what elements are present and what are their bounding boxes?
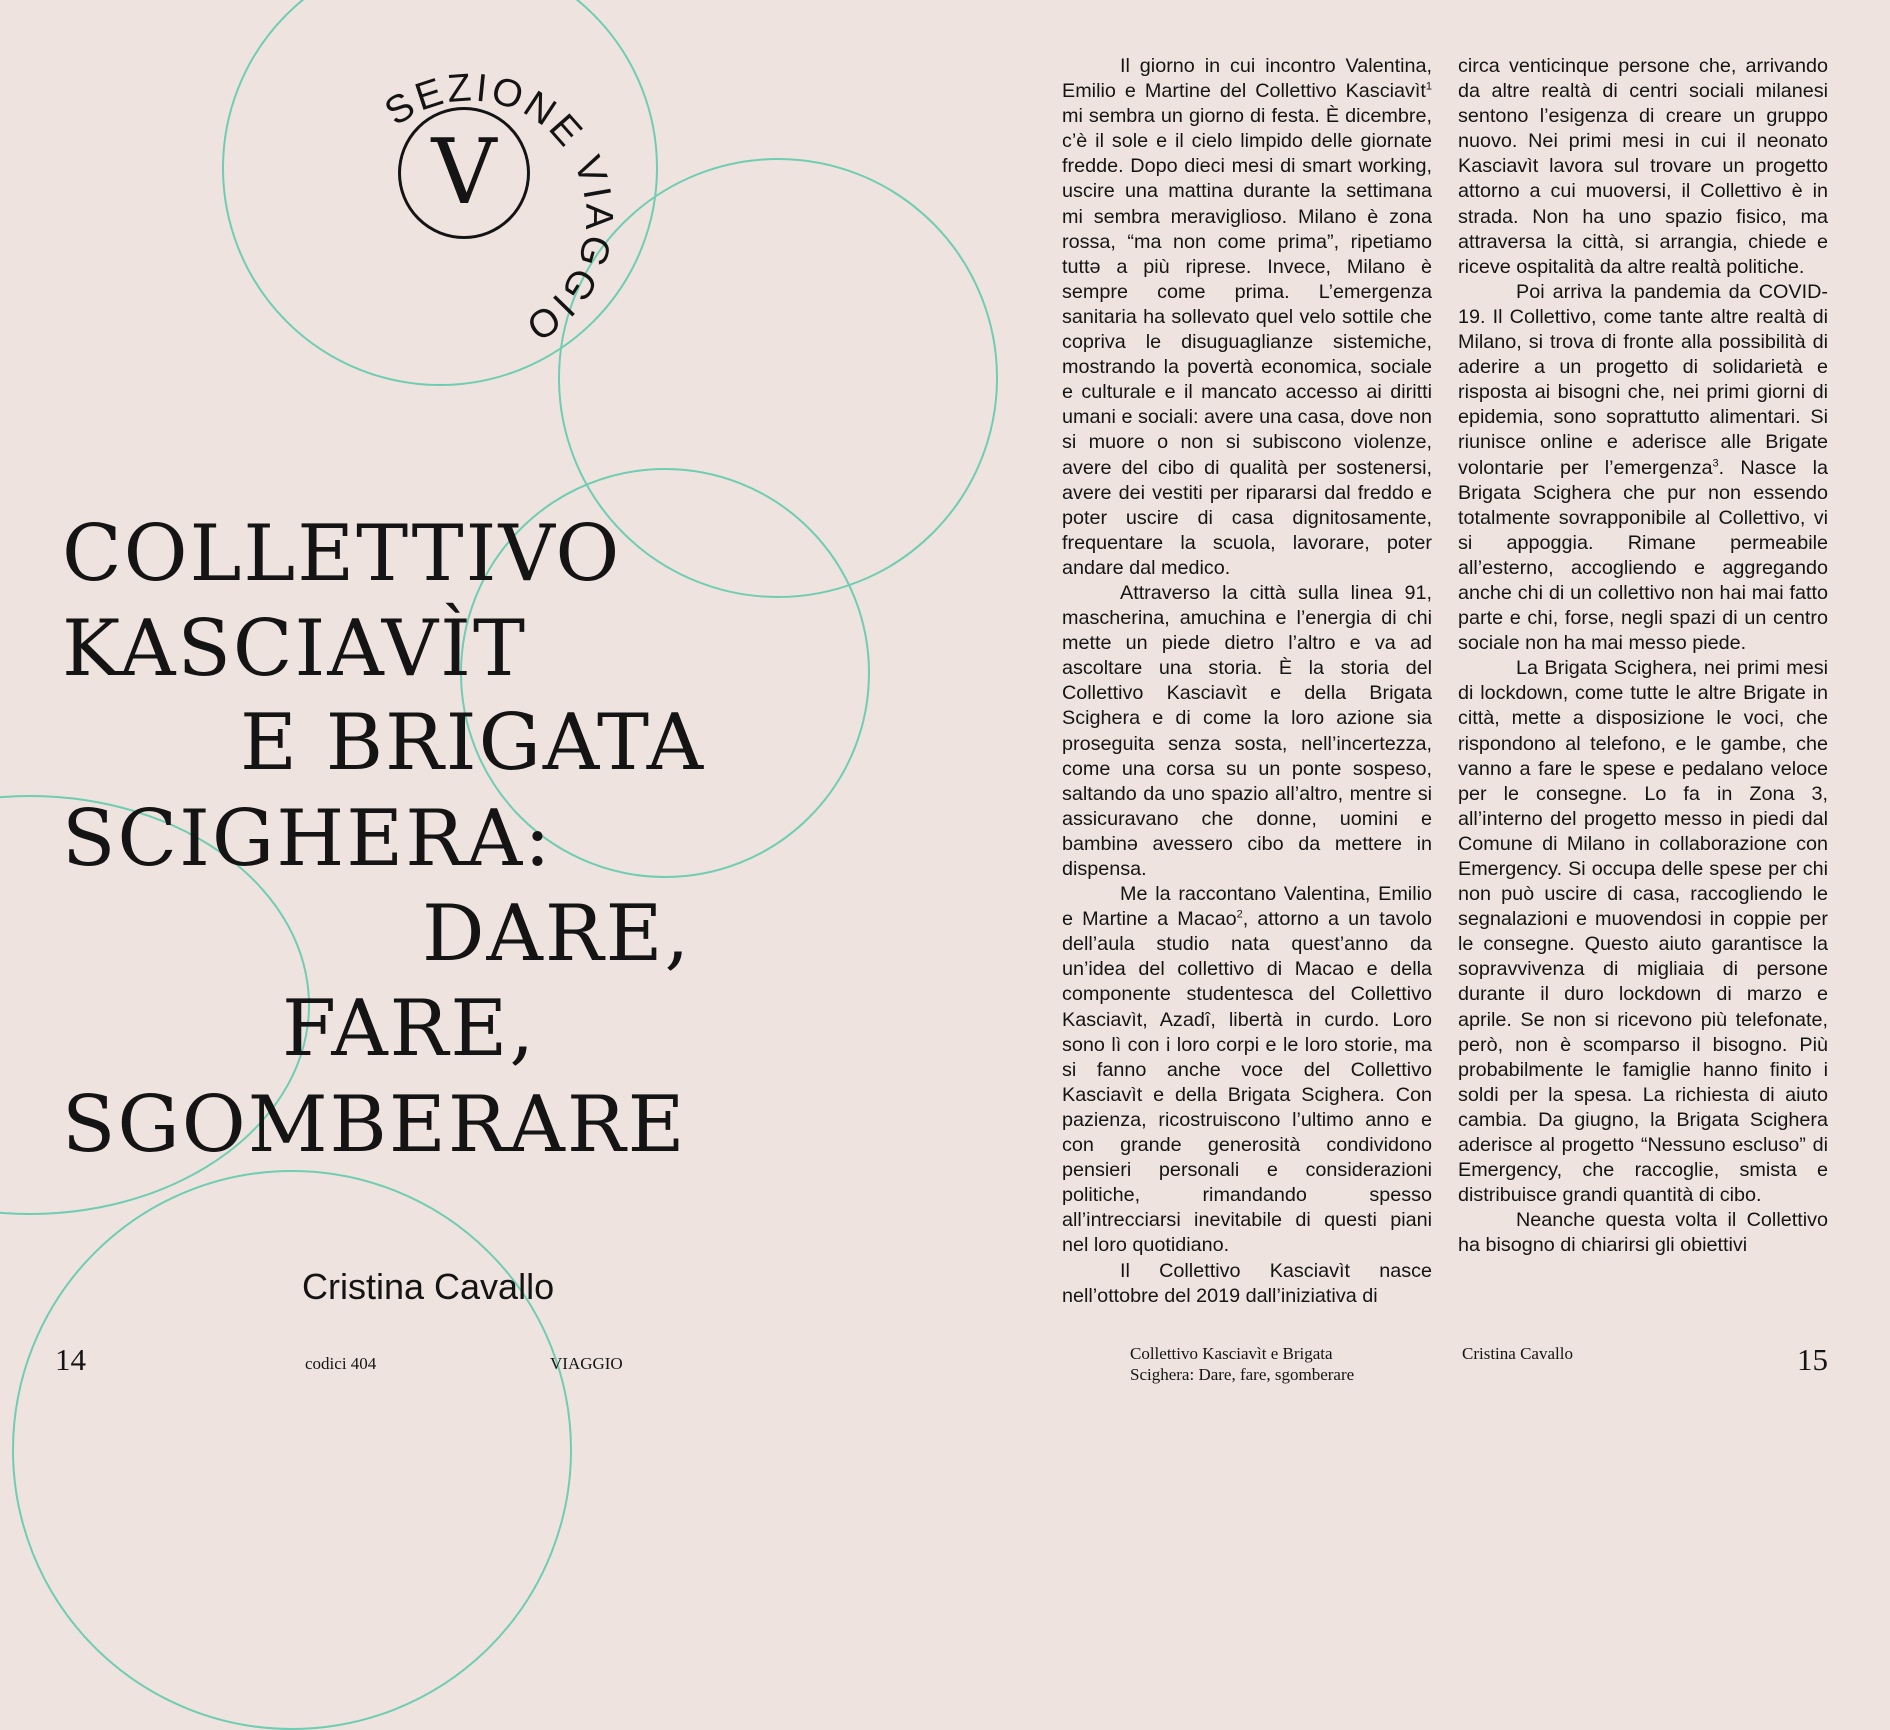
paragraph: Neanche questa volta il Collettivo ha bisogno di chiarirsi gli obiettivi (1458, 1209, 1828, 1257)
paragraph: Poi arriva la pandemia da COVID-19. Il Collettivo, come tante altre realtà di Milano, si trova di fronte alla possibilità di aderire a un progetto di solidarietà e risposta ai bisogni che, nei primi giorni di epidemia, sono soprattutto alimentari. Si riunisce online e aderisce alle Brigate volontarie per l’emergenza$^3$. Nasce la Brigata Scighera che pur non essendo totalmente sovrapponibile al Collettivo, vi si appoggia. Rimane permeabile all’esterno, accogliendo e aggregando anche chi di un collettivo non hai mai fatto parte e chi, forse, negli spazi di un centro sociale non ha mai messo piede. (1458, 280, 1828, 655)
running-author: Cristina Cavallo (1462, 1344, 1573, 1363)
title-line-7: SGOMBERARE (62, 1080, 687, 1170)
svg-text:SEZIONE VIAGGIO (377, 66, 620, 350)
footnote-ref-2: 2 (1236, 908, 1243, 921)
title-line-1: COLLETTIVO (62, 509, 622, 599)
title-line-2: KASCIAVÌT (62, 604, 527, 694)
running-title-line-1: Collettivo Kasciavìt e Brigata (1130, 1344, 1333, 1363)
running-title-line-2: Scighera: Dare, fare, sgomberare (1130, 1365, 1355, 1384)
paragraph: circa venticinque persone che, arrivando da altre realtà di centri sociali milanesi sentono l’esigenza di creare un gruppo nuovo. Nei primi mesi in cui il neonato Kasciavìt lavora sul trovare un progetto attorno a cui muoversi, il Collettivo è in strada. Non ha uno spazio fisico, ma attraversa la città, si arrangia, chiede e riceve ospitalità da altre realtà politiche. (1458, 55, 1828, 278)
paragraph: Il Collettivo Kasciavìt nasce nell’ottobre del 2019 dall’iniziativa di (1062, 1259, 1432, 1307)
paragraph: La Brigata Scighera, nei primi mesi di lockdown, come tutte le altre Brigate in città, mette a disposizione le voci, che rispondono al telefono, e le gambe, che vanno a fare le spese e pedalano veloce per le consegne. Lo fa in Zona 3, all’interno del progetto messo in piedi dal Comune di Milano in collaborazione con Emergency. Si occupa delle spese per chi non può uscire di casa, raccogliendo le segnalazioni e muovendosi in coppie per le consegne. Questo aiuto garantisce la sopravvivenza di migliaia di persone durante il duro lockdown di marzo e aprile. Se non si ricevono più telefonate, però, non è scomparso il bisogno. Più probabilmente le famiglie hanno finito i soldi per la spesa. La richiesta di aiuto cambia. Da giugno, la Brigata Scighera aderisce al progetto “Nessuno escluso” di Emergency, che raccoglie, smista e distribuisce grandi quantità di cibo. (1458, 657, 1828, 1207)
page-number-right: 15 (1797, 1342, 1828, 1377)
section-name: VIAGGIO (550, 1354, 623, 1373)
footnote-ref-3: 3 (1712, 456, 1719, 469)
magazine-name: codici 404 (305, 1354, 377, 1373)
title-line-4: SCIGHERA: (62, 794, 553, 884)
paragraph: Me la raccontano Valentina, Emilio e Martine a Macao$^2$, attorno a un tavolo dell’aula studio nata quest’anno da un’idea del collettivo di Macao e della componente studentesca del Collettivo Kasciavìt, Azadî, libertà in curdo. Loro sono lì con i loro corpi e le loro storie, ma si fanno anche voce del Collettivo Kasciavìt e della Brigata Scighera. Con pazienza, ricostruiscono l’ultimo anno e con grande generosità condividono pensieri personali e considerazioni politiche, rimandando spesso all’intrecciarsi inevitabile di questi piani nel loro quotidiano. (1062, 883, 1432, 1257)
section-seal (330, 40, 650, 360)
running-title (1130, 1343, 1354, 1385)
page-number-left: 14 (55, 1342, 86, 1377)
paragraph: Attraverso la città sulla linea 91, mascherina, amuchina e l’energia di chi mette un piede dietro l’altro e va ad ascoltare una storia. È la storia del Collettivo Kasciavìt e della Brigata Scighera e di come la loro azione sia proseguita senza sosta, nell’incertezza, come una corsa su un ponte sospeso, saltando da uno spazio all’altro, mentre si assicuravano che donne, uomini e bambinə avessero cibo da mettere in dispensa. (1062, 581, 1432, 880)
title-line-3: E BRIGATA (240, 698, 706, 788)
footnote-ref-1: 1 (1425, 80, 1432, 93)
title-line-6: FARE, (282, 984, 537, 1074)
title-line-5: DARE, (422, 889, 692, 979)
body-column-1 (1062, 54, 1432, 1309)
paragraph: Il giorno in cui incontro Valentina, Emilio e Martine del Collettivo Kasciavìt$^1$ mi sembra un giorno di festa. È dicembre, c’è il sole e il cielo limpido delle giornate fredde. Dopo dieci mesi di smart working, uscire una mattina durante la settimana mi sembra meraviglioso. Milano è zona rossa, “ma non come prima”, ripetiamo tuttə a più riprese. Invece, Milano è sempre come prima. L’emergenza sanitaria ha sollevato quel velo sottile che copriva le disuguaglianze sistemiche, mostrando la povertà economica, sociale e culturale e il mancato accesso ai diritti umani e sociali: avere una casa, dove non si muore o non si subiscono violenze, avere del cibo di qualità per sostenersi, avere dei vestiti per ripararsi dal freddo e poter uscire di casa dignitosamente, frequentare la scuola, lavorare, poter andare dal medico. (1062, 55, 1432, 579)
decorative-circle-bottom (12, 1170, 572, 1730)
author-name: Cristina Cavallo (302, 1266, 555, 1307)
section-letter: V (431, 120, 497, 225)
circular-section-label (330, 40, 650, 360)
body-column-2 (1458, 54, 1828, 1259)
section-circular-text: SEZIONE VIAGGIO (377, 66, 621, 351)
